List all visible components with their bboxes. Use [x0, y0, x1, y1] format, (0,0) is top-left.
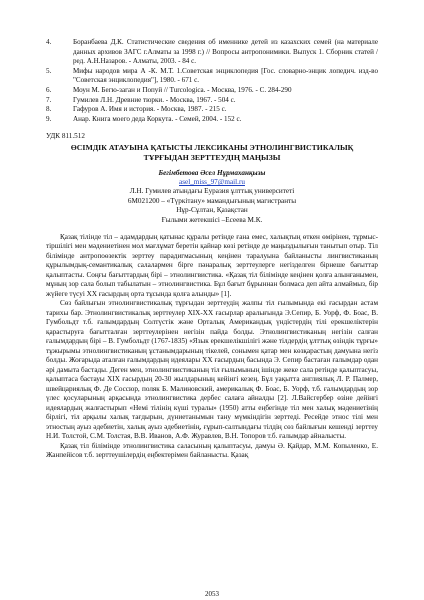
reference-item	[46, 38, 378, 67]
supervisor: Ғылыми жетекшісі –Есеева М.К.	[161, 215, 263, 224]
reference-text: Моун М. Бегю-заган и Попуй // Turcologica. - Москва, 1976. - С. 284-290	[73, 85, 292, 94]
reference-text: Гумилев Л.Н. Древние тюрки. - Москва, 1967. - 504 с.	[73, 95, 236, 104]
author-block	[46, 169, 378, 225]
reference-number: 6.	[46, 85, 52, 94]
reference-item	[46, 105, 378, 115]
reference-list	[46, 38, 378, 124]
paragraph: Сөз байлығын этнолингвистикалық тұрғыдан зерттеудің жалпы тіл ғылымында екі ғасырдан астам тарихы бар. Этнолингвистикалық зерттеулер ХІХ-ХХ ғасырлар аралығында Э.Сепир, Б. Уорф, Ф. Боас, В. Гумбольдт т.б. ғалымдардың Солтүстік және Орталық Американдық үндістердің тілі ерекшеліктерін қарастыруға бағытталған зерттеулерінен негізін пайда болды. Этнолингвистиканың негізін салған ғалымдардың бірі – В. Гумбольдт (1767-1835) «Язык ерекшелікшілігі және тілдердің ұлттық өзіндік тұрғы» тұжырымы этнолингвистиканың ұстанымдарының тікелей, сонымен қатар мен көзқарастың дамуына негіз болды. Жоғарыда аталған ғалымдардың идеялары ХХ ғасырдың басында Э. Сепир бастаған ғалымдар одан әрі дамыта бастады. Деген мен, этнолингвистиканың тіл ғылымының ішінде жеке сала ретінде қалыптасуы, қалыптаса бастауы ХІХ ғасырдың 20-30 жылдарының кейінгі кезең. Бұл уақытта англиялық Л. Р. Палмер, швейцариялық Ф. Де Соссюр, поляк Б. Малиновский, америкалық Ф. Боас, Б. Уорф, т.б. ғалымдардың зор үлес қосуларының арқасында этнолингвистика дербес салаға айналды [2]. Л.Вайсгербер өзіне дейінгі идеялардың жалғастырып «Немі тілінің күші туралы» (1950) атты еңбегінде тіл мен халық мәдениетінің бірлігі, тіл арқылы халық тағдырын, дүниетанымын тану мүмкіндігін зерттеді. Ресейде этнос тілі мен этностың ауыз әдебиетін, халық ауыз әдебиетінің, ғұрып-салтындағы тілдің сөз байлығын кешенді зерттеу Н.И. Толстой, С.М. Толстая, В.В. Иванов, А.Ф. Журавлев, В.Н. Топоров т.б. ғалымдар айналысты.	[46, 299, 378, 441]
city: Нұр-Сұлтан, Қазақстан	[176, 206, 248, 215]
reference-text: Мифы народов мира А -К. М.Т. 1.Советская энциклопедия [Гос. словарно-энцик лопедич. изд-во "Советская энциклопедия"], 1980. - 671 с.	[73, 66, 378, 85]
reference-text: Боранбаева Д.К. Статистические сведения об именнике детей из казахских семей (на материале данных архивов ЗАГС г.Алматы за 1998 г.) // Вопросы антропонимики. Выпуск 1. Сборник статей / ред. А.Н.Назаров. - Алматы, 2003. - 84 с.	[73, 38, 378, 66]
article-title-line: ӨСІМДІК АТАУЫНА ҚАТЫСТЫ ЛЕКСИКАНЫ ЭТНОЛИНГВИСТИКАЛЫҚ	[70, 143, 354, 153]
reference-number: 4.	[46, 38, 52, 46]
reference-number: 5.	[46, 66, 52, 75]
affiliation: 6М021200 – «Түркітану» мамандығының магистранты	[127, 196, 297, 205]
page-number: 2053	[205, 590, 219, 598]
author-name: Бегімбетова Әсел Нұрмаханқызы	[158, 168, 266, 177]
reference-text: Анар. Книга моего деда Коркута. - Семей, 2004. - 152 с.	[73, 114, 242, 123]
reference-number: 8.	[46, 105, 52, 114]
reference-item	[46, 96, 378, 106]
reference-item	[46, 86, 378, 96]
article-title-line: ТҰРҒЫДАН ЗЕРТТЕУДІҢ МАҢЫЗЫ	[143, 152, 281, 162]
reference-item	[46, 67, 378, 86]
reference-item	[46, 115, 378, 125]
article-body	[46, 233, 378, 461]
article-title	[46, 143, 378, 162]
reference-number: 7.	[46, 95, 52, 104]
paragraph: Қазақ тілінде тіл – адамдардың қатынас құралы ретінде ғана емес, халықтың өткен өмірінен, тұрмыс-тіршілігі мен мәдениетінен мол мағлұмат беретін қайнар көзі ретінде де маңыздылығын танытып отыр. Тіл білімінде антропоөзектік зерттеу парадигмасының кеңінен таралуына байланысты лингвистиканың құрылымдық-семантикалық салалармен бірге пәнаралық зерттеулерге негізделген бірнеше бағыттар қалыптасты. Соңғы бағыттардың бірі – этнолингвистика. «Қазақ тіл білімінде кеңінен қолға алынғанымен, мұның зор сала болып табылатын – этнолингвистика. Бұл бағыт бұрыннан болмаса деп айта алмаймыз, бір жүйеге түсуі ХХ ғасырдың орта тұсында қолға алынды» [1].	[46, 232, 378, 298]
udc-code: УДК 811.512	[46, 132, 85, 141]
affiliation: Л.Н. Гумилев атындағы Еуразия ұлттық университеті	[129, 187, 295, 196]
reference-number: 9.	[46, 114, 52, 123]
paragraph: Қазақ тіл білімінде этнолингвистика саласының қалыптасуы, дамуы Ә. Қайдар, М.М. Копыленко, Е. Жанпейісов т.б. зерттеушілердің еңбектерімен байланысты. Қазақ	[46, 441, 378, 460]
reference-text: Гафуров А. Имя и история. - Москва, 1987. - 215 с.	[73, 105, 227, 114]
author-email-link[interactable]: asel_miss_97@mail.ru	[179, 177, 245, 186]
